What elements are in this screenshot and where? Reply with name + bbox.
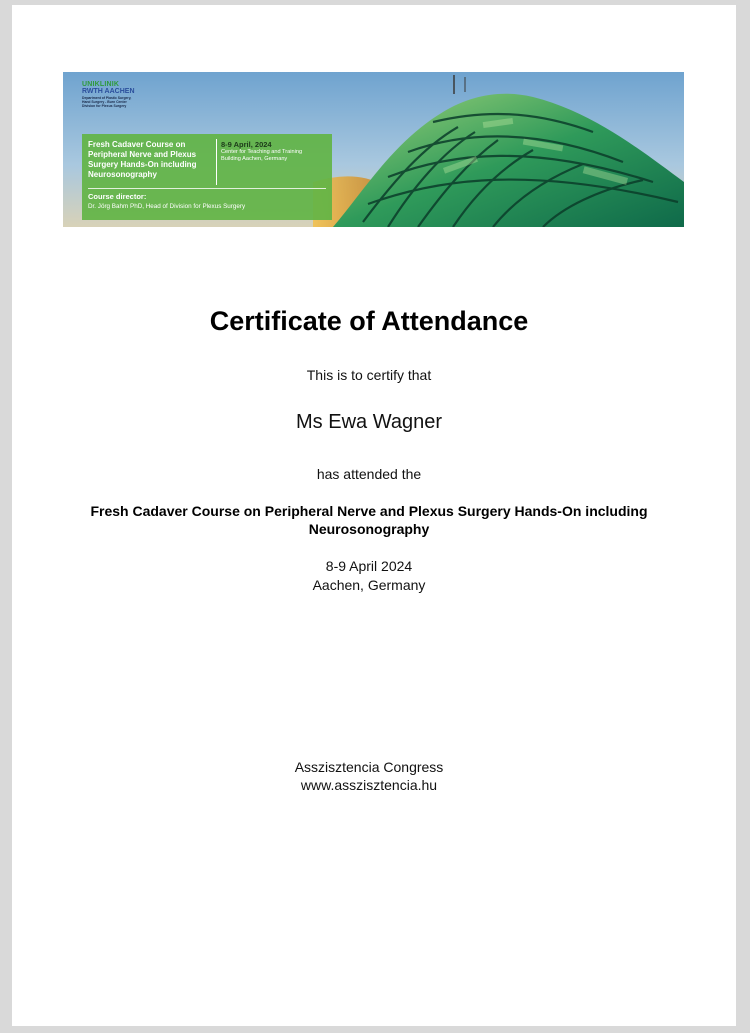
banner-location: Center for Teaching and Training Building Aachen, Germany — [221, 149, 303, 162]
director-name: Dr. Jörg Bahm PhD, Head of Division for Plexus Surgery — [88, 203, 246, 210]
logo-sub-3: Division for Plexus Surgery — [82, 104, 127, 108]
banner-date: 8-9 April, 2024 — [221, 140, 272, 149]
course-place: Aachen, Germany — [312, 577, 426, 593]
organizer-name: Asszisztencia Congress — [294, 759, 444, 775]
certificate-title: Certificate of Attendance — [209, 306, 529, 336]
director-label: Course director: — [88, 192, 147, 201]
certificate-page — [12, 5, 736, 1026]
banner-course-title: Fresh Cadaver Course on Peripheral Nerve and Plexus Surgery Hands-On including Neurosonography — [88, 140, 197, 179]
attended-text: has attended the — [316, 466, 422, 482]
course-banner — [63, 72, 684, 227]
course-name: Fresh Cadaver Course on Peripheral Nerve and Plexus Surgery Hands-On including Neurosonography — [90, 503, 648, 537]
banner-divider — [216, 139, 217, 185]
banner-separator — [88, 188, 326, 189]
certify-text: This is to certify that — [306, 367, 432, 383]
course-info-box — [82, 134, 332, 220]
logo-sub-1: Department of Plastic Surgery, — [82, 96, 132, 100]
attendee-name: Ms Ewa Wagner — [296, 411, 442, 433]
uniklinik-logo — [82, 81, 135, 108]
organizer-website: www.asszisztencia.hu — [300, 777, 438, 793]
logo-line-1: UNIKLINIK — [82, 81, 120, 88]
logo-sub-2: Hand Surgery - Burn Center — [82, 100, 127, 104]
logo-line-2: RWTH AACHEN — [82, 88, 135, 95]
course-date: 8-9 April 2024 — [325, 558, 413, 574]
